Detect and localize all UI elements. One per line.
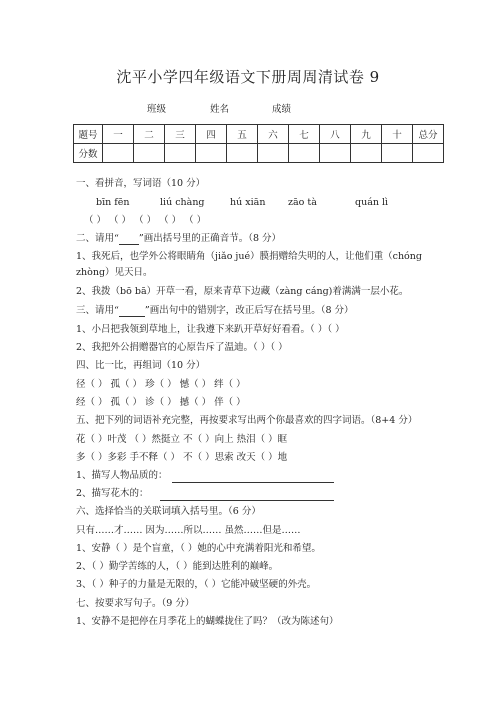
underline-sample — [119, 244, 139, 245]
section-2-q2: 2、我拨（bō bā）开草一看，原来青草下边藏（zàng cáng)着满满一层小花。 — [76, 286, 409, 297]
section-6-options: 只有……才…… 因为……所以…… 虽然……但是…… — [76, 525, 301, 536]
heading-prefix: 三、请用“ — [76, 305, 119, 316]
column-5: 五 — [227, 125, 258, 144]
pinyin-5: quán lì — [355, 197, 389, 208]
section-5-q2: 2、描写花木的： — [76, 488, 149, 499]
class-label: 班级 — [147, 104, 167, 115]
column-4: 四 — [196, 125, 227, 144]
section-4-row-1: 径（ ） 孤（ ） 珍（ ） 憾（ ） 绊（ ） — [76, 379, 246, 390]
section-7-heading: 七、按要求写句子。（9 分） — [76, 598, 195, 609]
column-7: 七 — [289, 125, 320, 144]
score-cell[interactable] — [289, 144, 320, 163]
section-3-heading — [76, 305, 354, 317]
column-10: 十 — [382, 125, 413, 144]
score-table — [73, 124, 444, 163]
column-8: 八 — [320, 125, 351, 144]
score-cell[interactable] — [134, 144, 165, 163]
section-4-heading: 四、比一比，再组词（10 分） — [76, 360, 206, 371]
section-6-heading: 六、选择恰当的关联词填入括号里。（6 分） — [76, 506, 261, 517]
score-cell[interactable] — [382, 144, 413, 163]
section-6-q3: 3、（ ）种子的力量是无限的，（ ）它能冲破坚硬的外壳。 — [76, 579, 317, 590]
section-5-row-1: 花（ ）叶茂 （ ）然挺立 不（ ）向上 热泪（ ）眶 — [76, 434, 288, 445]
answer-brackets: （ ） （ ） （ ） （ ） （ ） — [84, 215, 207, 226]
section-2-q1-line2: zhòng）见天日。 — [76, 267, 153, 278]
column-2: 二 — [134, 125, 165, 144]
underline-sample — [119, 316, 145, 317]
table-row-scores — [74, 144, 444, 163]
column-6: 六 — [258, 125, 289, 144]
column-9: 九 — [351, 125, 382, 144]
column-1: 一 — [103, 125, 134, 144]
section-6-q2: 2、（ ）勤学苦练的人，（ ）能到达胜利的巅峰。 — [76, 561, 279, 572]
score-cell[interactable] — [413, 144, 444, 163]
table-header-question: 题号 — [74, 125, 103, 144]
heading-suffix: ”画出括号里的正确音节。（8 分） — [138, 233, 282, 244]
section-2-heading — [76, 233, 281, 245]
heading-prefix: 二、请用“ — [76, 233, 119, 244]
answer-line[interactable] — [172, 482, 334, 483]
exam-title: 沈平小学四年级语文下册周周清试卷 9 — [116, 68, 380, 86]
score-label: 成绩 — [272, 104, 292, 115]
table-header-score: 分数 — [74, 144, 103, 163]
section-5-row-2: 多（ ）多彩 手不释（ ） 不（ ）思索 改天（ ）地 — [76, 452, 288, 463]
score-cell[interactable] — [258, 144, 289, 163]
answer-line[interactable] — [160, 500, 334, 501]
section-5-heading: 五、把下列的词语补充完整，再按要求写出两个你最喜欢的四字词语。（8+4 分） — [76, 415, 418, 426]
table-row-question-numbers — [74, 125, 444, 144]
section-5-q1: 1、描写人物品质的： — [76, 470, 168, 481]
section-2-q1-line1: 1、我死后，也学外公将眼睛角（jiǎo jué）膜捐赠给失明的人，让他们重（chóng — [76, 251, 422, 262]
score-cell[interactable] — [165, 144, 196, 163]
section-7-q1: 1、安静不是把停在月季花上的蝴蝶拢住了吗？（改为陈述句） — [76, 616, 339, 627]
column-3: 三 — [165, 125, 196, 144]
pinyin-2: liú chàng — [160, 197, 205, 208]
name-label: 姓名 — [210, 104, 230, 115]
score-cell[interactable] — [227, 144, 258, 163]
heading-suffix: ”画出句中的错别字，改正后写在括号里。（8 分） — [144, 305, 354, 316]
section-6-q1: 1、安静（ ）是个盲童，（ ）她的心中充满着阳光和希望。 — [76, 543, 321, 554]
section-4-row-2: 经（ ） 孤（ ） 诊（ ） 撼（ ） 伴（ ） — [76, 397, 246, 408]
pinyin-4: zāo tà — [288, 197, 317, 208]
pinyin-1: bīn fēn — [96, 197, 130, 208]
section-1-heading: 一、看拼音，写词语（10 分） — [76, 178, 206, 189]
pinyin-3: hú xiān — [230, 197, 266, 208]
score-cell[interactable] — [196, 144, 227, 163]
section-3-q1: 1、小吕把我领到草地上，让我遵下来趴开草好好看看。（ ）（ ） — [76, 324, 345, 335]
score-cell[interactable] — [320, 144, 351, 163]
score-cell[interactable] — [351, 144, 382, 163]
column-total: 总分 — [413, 125, 444, 144]
score-cell[interactable] — [103, 144, 134, 163]
section-3-q2: 2、我把外公捐赠器官的心原告斥了温迪。（ ）（ ） — [76, 342, 288, 353]
